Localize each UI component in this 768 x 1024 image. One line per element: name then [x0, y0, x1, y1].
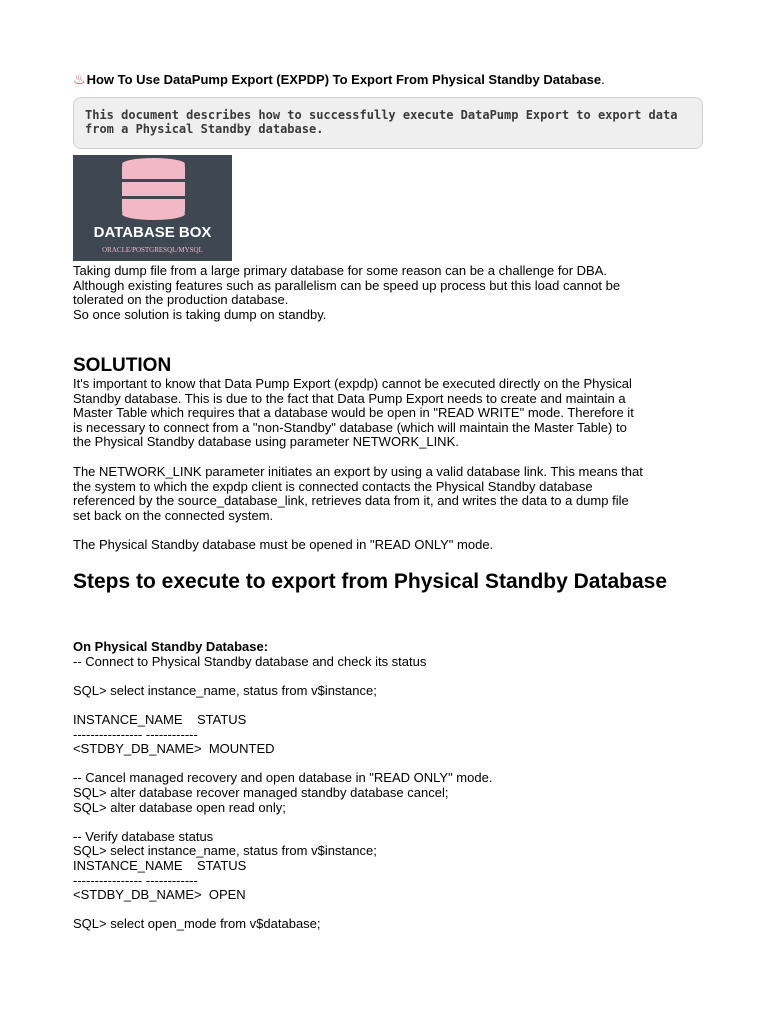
code-line: INSTANCE_NAME STATUS — [73, 857, 247, 873]
document-title — [73, 70, 753, 89]
code-line: <STDBY_DB_NAME> OPEN — [73, 887, 246, 903]
code-line: -- Cancel managed recovery and open database in "READ ONLY" mode. — [73, 770, 493, 786]
code-line: -- Verify database status — [73, 828, 214, 844]
database-box-logo — [73, 155, 232, 261]
paragraph-line: Master Table which requires that a database would be open in "READ WRITE" mode. Therefore it — [73, 405, 634, 421]
code-line: SQL> select open_mode from v$database; — [73, 916, 321, 932]
intro-line: tolerated on the production database. — [73, 292, 289, 308]
solution-paragraph-1 — [73, 377, 713, 450]
title-text: How To Use DataPump Export (EXPDP) To Export From Physical Standby Database — [86, 72, 602, 87]
code-line: SQL> alter database recover managed standby database cancel; — [73, 784, 449, 800]
code-line: SQL> select instance_name, status from v$instance; — [73, 843, 377, 859]
code-line — [73, 903, 713, 918]
intro-line: So once solution is taking dump on standby. — [73, 306, 327, 322]
code-line: INSTANCE_NAME STATUS — [73, 711, 247, 727]
paragraph-line: The NETWORK_LINK parameter initiates an export by using a valid database link. This means that — [73, 464, 643, 479]
steps-body — [73, 640, 713, 932]
paragraph-line: The Physical Standby database must be opened in "READ ONLY" mode. — [73, 537, 494, 552]
intro-line: Taking dump file from a large primary database for some reason can be a challenge for DBA. — [73, 263, 607, 278]
code-line: SQL> alter database open read only; — [73, 799, 286, 815]
solution-paragraph-2 — [73, 465, 713, 523]
code-line — [73, 815, 713, 830]
intro-line: Although existing features such as parallelism can be speed up process but this load cannot be — [73, 277, 621, 293]
code-line: SQL> select instance_name, status from v$instance; — [73, 682, 377, 698]
paragraph-line: is necessary to connect from a "non-Standby" database (which will maintain the Master Table) to — [73, 419, 627, 435]
logo-tagline: ORACLE/POSTGRESQL/MYSQL — [102, 246, 203, 254]
paragraph-line: the Physical Standby database using parameter NETWORK_LINK. — [73, 434, 459, 450]
logo-name: DATABASE BOX — [93, 224, 212, 241]
code-line — [73, 669, 713, 684]
title-suffix: . — [601, 72, 605, 87]
steps-subheading: On Physical Standby Database: — [73, 639, 269, 654]
paragraph-line: It's important to know that Data Pump Export (expdp) cannot be executed directly on the Physical — [73, 376, 632, 391]
paragraph-line: set back on the connected system. — [73, 507, 274, 523]
paragraph-line: the system to which the expdp client is connected contacts the Physical Standby database — [73, 478, 593, 494]
database-cylinder-icon — [73, 155, 232, 261]
code-line: <STDBY_DB_NAME> MOUNTED — [73, 741, 275, 757]
summary-box: This document describes how to successfully execute DataPump Export to export data from a Physical Standby database. — [73, 97, 703, 149]
paragraph-line: Standby database. This is due to the fact that Data Pump Export needs to create and maintain a — [73, 390, 626, 406]
solution-paragraph-3 — [73, 538, 713, 553]
code-line: ---------------- ------------ — [73, 726, 198, 742]
code-line — [73, 757, 713, 772]
paragraph-line: referenced by the source_database_link, retrieves data from it, and writes the data to a dump file — [73, 493, 629, 509]
steps-heading: Steps to execute to export from Physical Standby Database — [73, 570, 668, 593]
hot-springs-icon: ♨ — [73, 71, 86, 87]
code-line: -- Connect to Physical Standby database and check its status — [73, 653, 427, 669]
code-line — [73, 698, 713, 713]
code-line: ---------------- ------------ — [73, 872, 198, 888]
solution-heading: SOLUTION — [73, 355, 172, 376]
intro-paragraph — [73, 264, 713, 322]
